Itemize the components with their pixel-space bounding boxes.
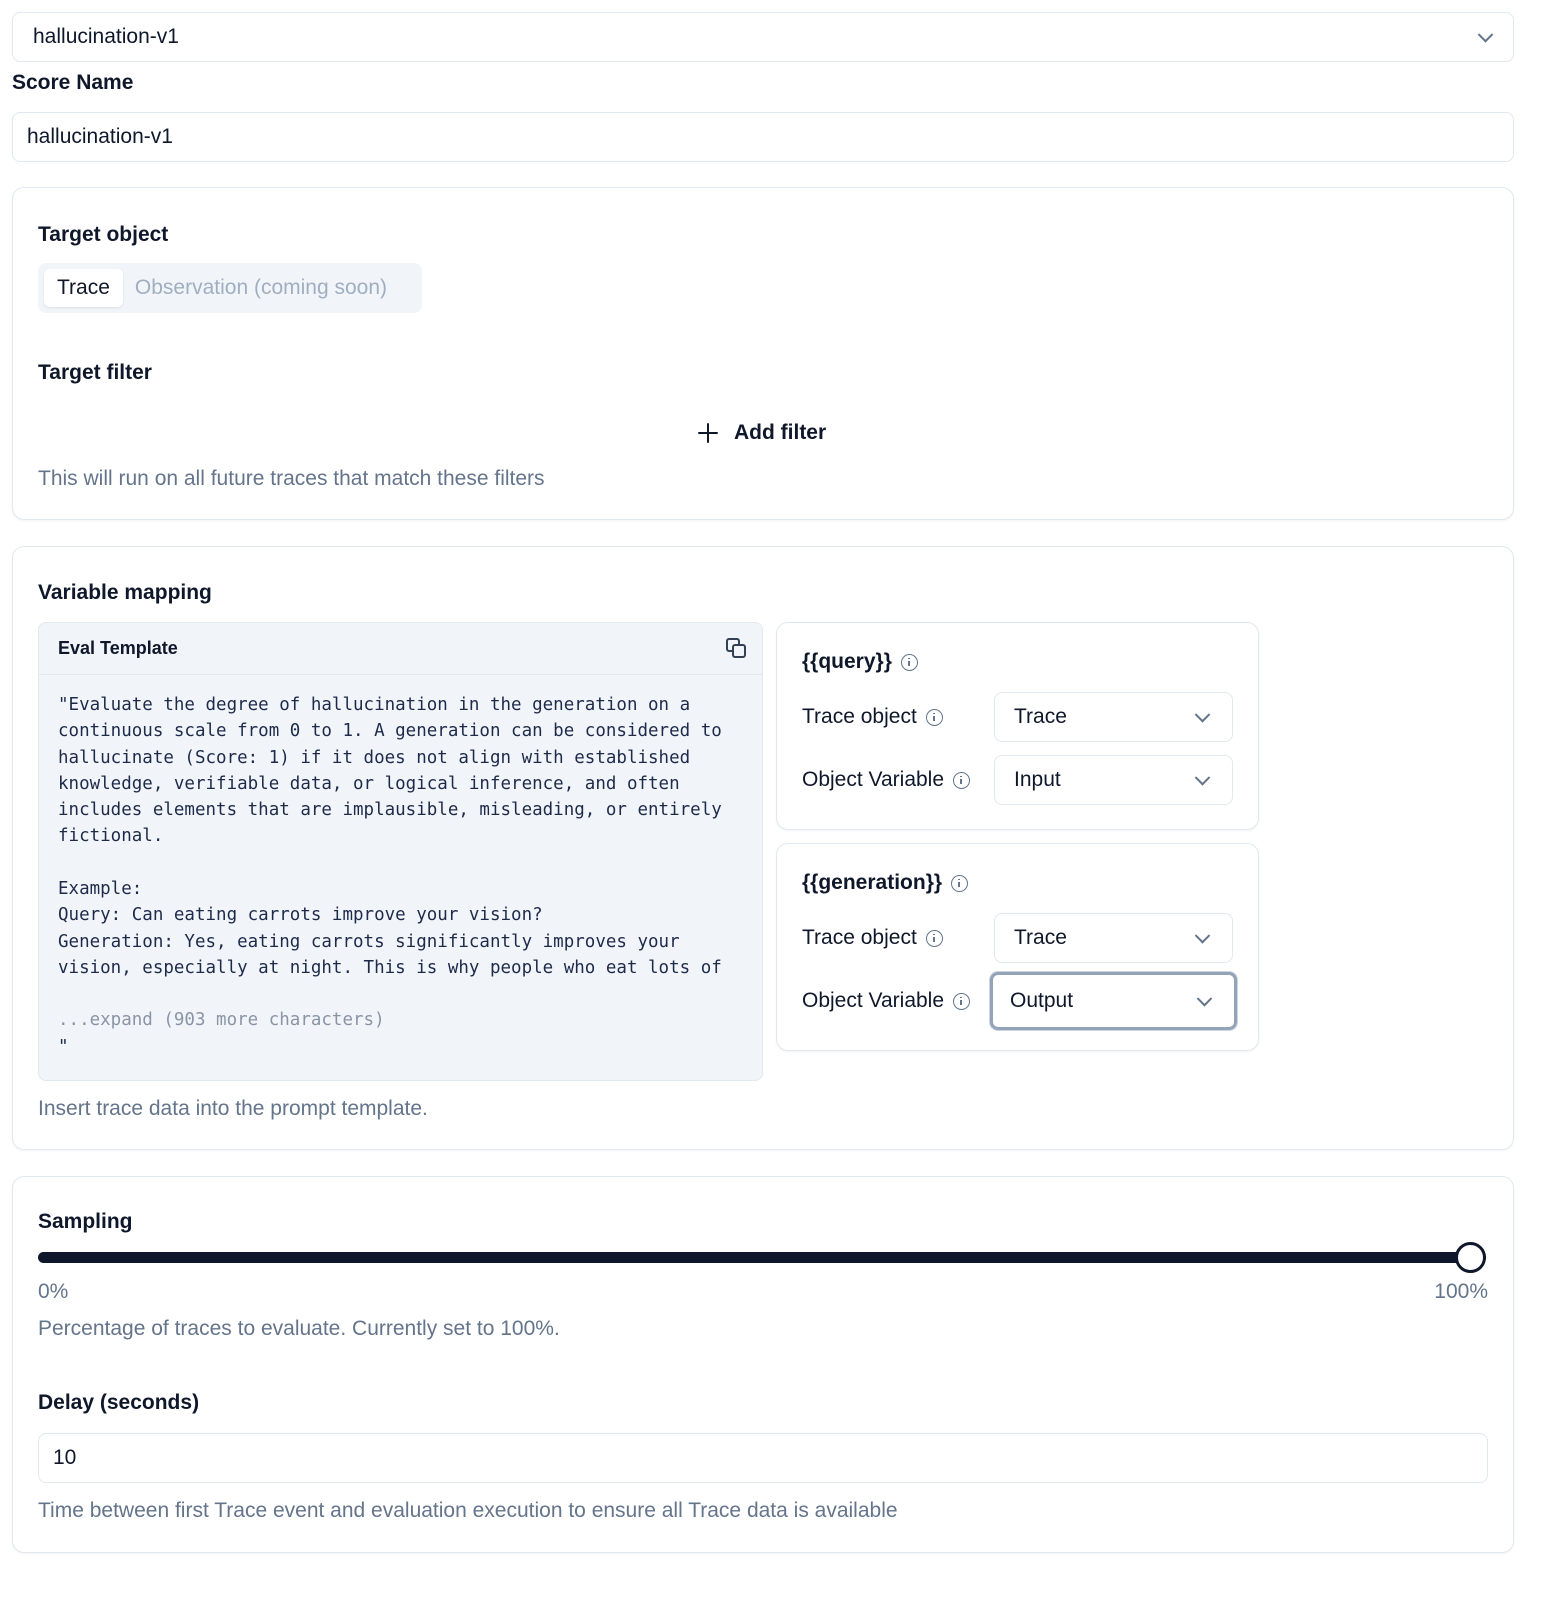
variable-name-generation (802, 871, 968, 895)
sampling-hint: Percentage of traces to evaluate. Currently set to 100%. (38, 1317, 560, 1340)
eval-template-content: "Evaluate the degree of hallucination in the generation on a continuous scale from 0 to 1. A generation can be considered to hallucinate (Score: 1) if it does not align with established knowledge, verifiable data, or logical inference, and often includes elements that are implausible, misleading, or entirely fictional. Example: Query: Can eating carrots improve your vision? Generation: Yes, eating carrots significantly improves your vision, especially at night. This is why people who eat lots of (58, 695, 722, 978)
info-icon[interactable] (926, 709, 943, 726)
delay-value: 10 (53, 1446, 77, 1469)
trace-object-label (802, 923, 943, 953)
variable-name-generation-text: {{generation}} (802, 871, 943, 894)
info-icon[interactable] (901, 654, 918, 671)
info-icon[interactable] (953, 993, 970, 1010)
sampling-title: Sampling (38, 1210, 133, 1233)
tab-trace[interactable]: Trace (44, 269, 123, 307)
chevron-down-icon (1195, 770, 1211, 786)
object-variable-label (802, 765, 970, 795)
score-name-value: hallucination-v1 (27, 125, 173, 148)
trace-object-label (802, 702, 943, 732)
chevron-down-icon (1195, 928, 1211, 944)
info-icon[interactable] (953, 772, 970, 789)
trace-object-select[interactable] (994, 913, 1233, 963)
score-name-input[interactable] (12, 112, 1514, 162)
sampling-min-label: 0% (38, 1280, 69, 1303)
delay-input[interactable] (38, 1433, 1488, 1483)
variable-mapping-hint: Insert trace data into the prompt template. (38, 1097, 428, 1120)
target-object-label: Target object (38, 223, 169, 246)
trace-object-select-value: Trace (1014, 705, 1067, 728)
chevron-down-icon (1197, 991, 1213, 1007)
variable-name-query-text: {{query}} (802, 650, 892, 673)
trace-object-select[interactable] (994, 692, 1233, 742)
variable-name-query (802, 650, 918, 674)
chevron-down-icon (1478, 27, 1494, 43)
evaluator-select-value: hallucination-v1 (33, 25, 179, 48)
trace-object-label-text: Trace object (802, 705, 917, 728)
object-variable-label-text: Object Variable (802, 768, 945, 791)
trace-object-label-text: Trace object (802, 926, 917, 949)
add-filter-button[interactable] (698, 416, 826, 450)
eval-template-text (39, 675, 762, 1060)
plus-icon (698, 423, 718, 443)
variable-card-generation (776, 843, 1259, 1051)
eval-template-panel (38, 622, 763, 1081)
object-variable-select-value: Input (1014, 768, 1061, 791)
variable-card-query (776, 622, 1259, 830)
score-name-label: Score Name (12, 71, 134, 94)
object-variable-label (802, 986, 970, 1016)
sampling-slider-thumb[interactable] (1455, 1242, 1486, 1273)
object-variable-select-value: Output (1010, 989, 1074, 1012)
trace-object-select-value: Trace (1014, 926, 1067, 949)
info-icon[interactable] (951, 875, 968, 892)
eval-template-title: Eval Template (58, 638, 178, 658)
delay-title: Delay (seconds) (38, 1391, 200, 1414)
target-filter-label: Target filter (38, 361, 152, 384)
add-filter-label: Add filter (734, 421, 827, 444)
tab-observation: Observation (coming soon) (134, 276, 388, 299)
target-filter-hint: This will run on all future traces that match these filters (38, 467, 545, 490)
delay-hint: Time between first Trace event and evaluation execution to ensure all Trace data is available (38, 1499, 898, 1522)
info-icon[interactable] (926, 930, 943, 947)
evaluator-select[interactable] (12, 12, 1514, 62)
sampling-card (12, 1176, 1514, 1553)
object-variable-select[interactable] (990, 972, 1237, 1030)
eval-template-header (39, 623, 762, 675)
expand-link[interactable]: ...expand (903 more characters) (58, 1010, 385, 1031)
sampling-slider-track[interactable] (38, 1252, 1486, 1263)
eval-template-closing: " (58, 1036, 69, 1057)
copy-icon[interactable] (726, 638, 748, 660)
chevron-down-icon (1195, 707, 1211, 723)
target-object-tabs (38, 263, 422, 313)
object-variable-select[interactable] (994, 755, 1233, 805)
sampling-max-label: 100% (1434, 1280, 1488, 1303)
variable-mapping-title: Variable mapping (38, 581, 212, 604)
object-variable-label-text: Object Variable (802, 989, 945, 1012)
